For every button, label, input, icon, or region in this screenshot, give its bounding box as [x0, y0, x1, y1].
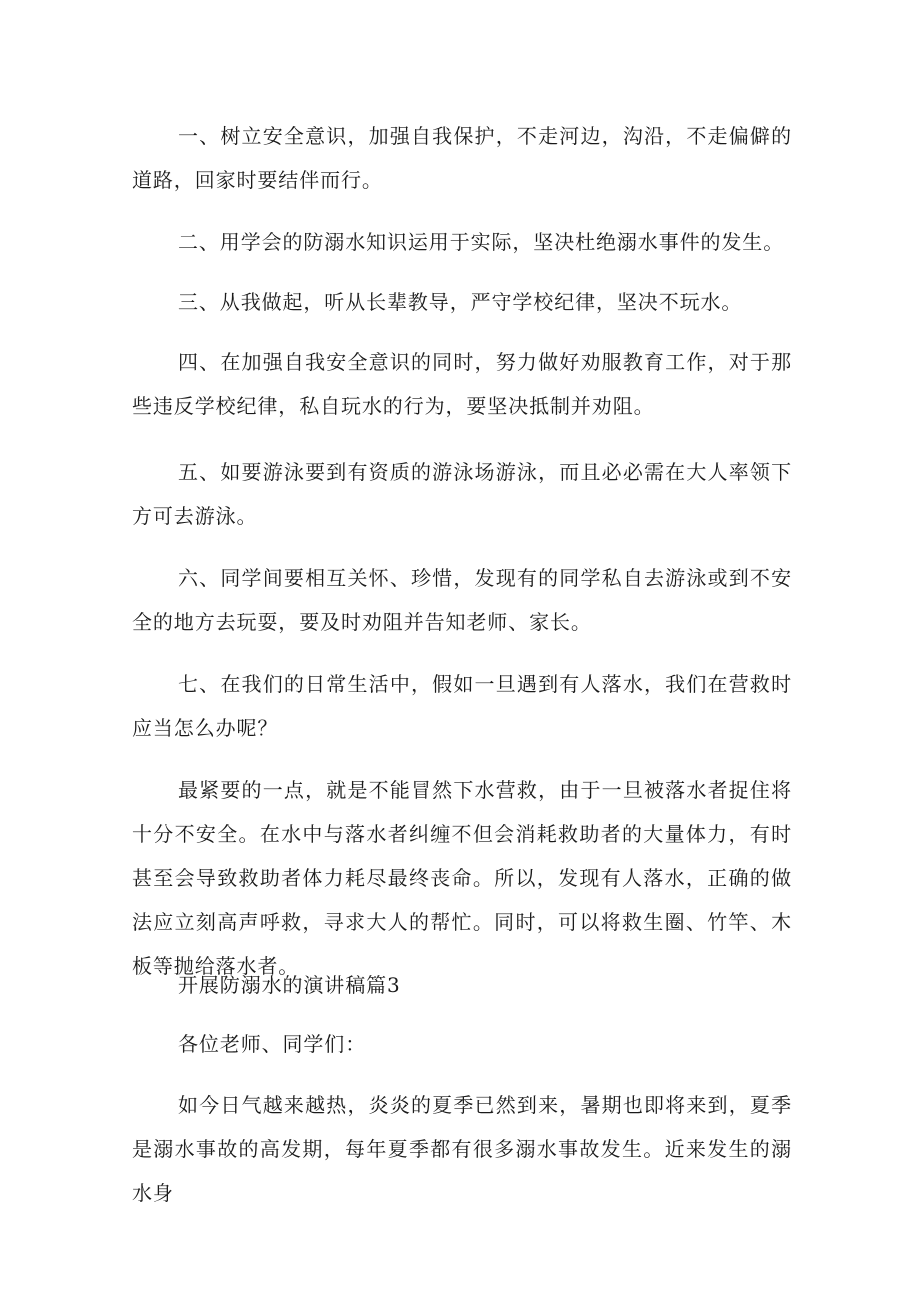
- paragraph-4: 四、在加强自我安全意识的同时，努力做好劝服教育工作，对于那些违反学校纪律，私自玩水的行为，要坚决抵制并劝阻。: [132, 350, 792, 418]
- paragraph-1: 一、树立安全意识，加强自我保护，不走河边，沟沿，不走偏僻的道路，回家时要结伴而行。: [132, 124, 792, 192]
- paragraph-3: 三、从我做起，听从长辈教导，严守学校纪律，坚决不玩水。: [178, 290, 743, 314]
- salutation: 各位老师、同学们：: [178, 1032, 367, 1056]
- paragraph-5: 五、如要游泳要到有资质的游泳场游泳，而且必必需在大人率领下方可去游泳。: [132, 460, 792, 528]
- paragraph-7: 七、在我们的日常生活中，假如一旦遇到有人落水，我们在营救时应当怎么办呢？: [132, 672, 792, 740]
- paragraph-8: 最紧要的一点，就是不能冒然下水营救，由于一旦被落水者捉住将十分不安全。在水中与落水者纠缠不但会消耗救助者的大量体力，有时甚至会导致救助者体力耗尽最终丧命。所以，发现有人落水，正确的做法应立刻高声呼救，寻求大人的帮忙。同时，可以将救生圈、竹竿、木板等抛给落水者。: [132, 778, 792, 978]
- paragraph-6: 六、同学间要相互关怀、珍惜，发现有的同学私自去游泳或到不安全的地方去玩耍，要及时劝阻并告知老师、家长。: [132, 566, 792, 634]
- paragraph-2: 二、用学会的防溺水知识运用于实际，坚决杜绝溺水事件的发生。: [178, 230, 785, 254]
- section-heading: 开展防溺水的演讲稿篇3: [178, 973, 401, 997]
- closing-paragraph: 如今日气越来越热，炎炎的夏季已然到来，暑期也即将来到，夏季是溺水事故的高发期，每年夏季都有很多溺水事故发生。近来发生的溺水身: [132, 1093, 792, 1205]
